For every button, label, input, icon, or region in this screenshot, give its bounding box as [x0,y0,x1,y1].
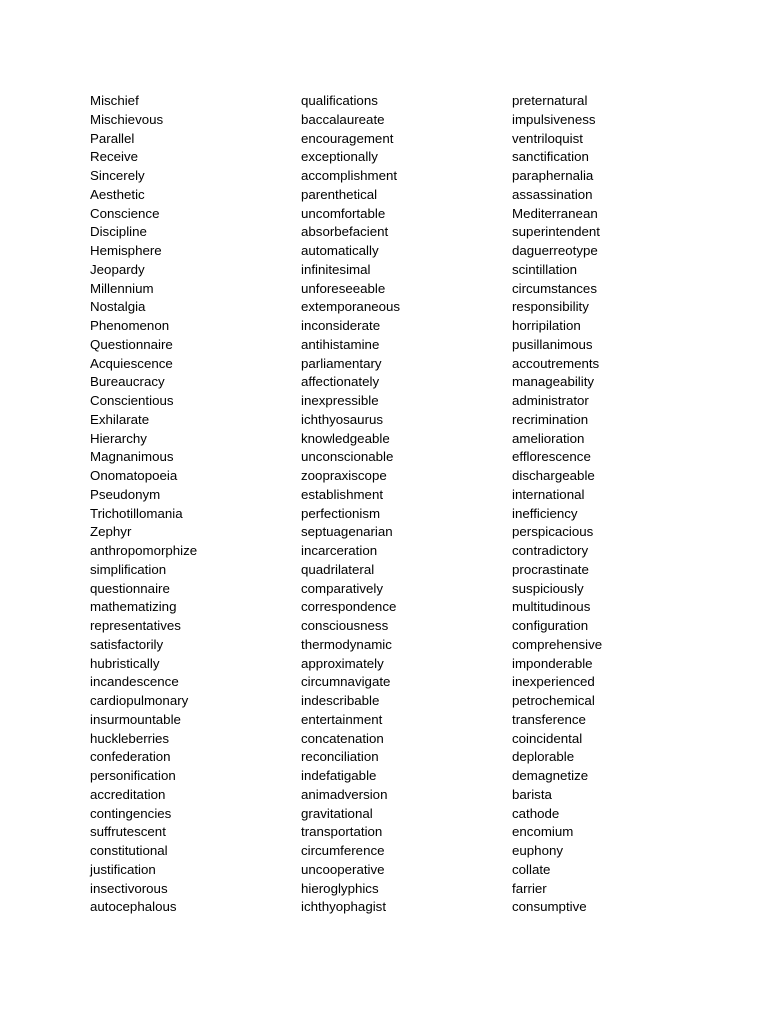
word-item: euphony [512,843,564,858]
word-item: qualifications [301,93,378,108]
word-item: insurmountable [90,711,181,727]
word-item: scintillation [512,261,578,277]
word-item: zoopraxiscope [301,468,387,483]
word-item: huckleberries [90,730,170,746]
word-item: contradictory [512,543,589,558]
word-item: parenthetical [301,186,378,202]
word-item: automatically [301,243,379,258]
word-item: circumference [301,843,385,858]
word-item: consciousness [301,618,389,633]
word-item: petrochemical [512,693,595,708]
word-item: manageability [512,374,595,390]
word-item: pusillanimous [512,336,593,352]
word-item: suffrutescent [90,824,166,840]
word-item: Mischief [90,93,139,108]
word-item: antihistamine [301,336,380,352]
word-item: Hemisphere [90,243,162,258]
word-item: contingencies [90,805,172,821]
word-item: superintendent [512,224,600,240]
word-item: amelioration [512,430,585,446]
word-item: ichthyosaurus [301,411,384,427]
word-item: reconciliation [301,749,379,765]
word-item: transference [512,711,586,727]
word-item: satisfactorily [90,636,164,652]
word-item: uncooperative [301,861,385,877]
word-item: simplification [90,561,167,577]
word-item: assassination [512,186,593,202]
word-item: unforeseeable [301,280,386,296]
word-item: Acquiescence [90,355,173,371]
word-item: Nostalgia [90,299,146,315]
word-item: administrator [512,393,589,408]
word-item: Questionnaire [90,336,173,352]
word-item: Jeopardy [90,261,145,277]
word-item: configuration [512,618,589,633]
word-item: animadversion [301,786,388,802]
word-item: confederation [90,749,171,765]
word-item: Trichotillomania [90,505,183,521]
word-item: representatives [90,618,181,633]
word-item: Magnanimous [90,449,174,465]
word-item: Bureaucracy [90,374,165,390]
word-item: affectionately [301,374,380,390]
word-item: thermodynamic [301,636,392,652]
word-item: indescribable [301,693,380,708]
word-item: preternatural [512,93,588,108]
word-item: constitutional [90,843,168,858]
word-item: inexpressible [301,393,379,408]
word-item: justification [90,861,156,877]
word-item: insectivorous [90,880,168,896]
word-item: accomplishment [301,168,398,183]
word-column-3 [512,92,602,917]
word-item: imponderable [512,655,593,671]
word-item: concatenation [301,730,384,746]
word-item: unconscionable [301,449,394,465]
word-item: efflorescence [512,449,591,465]
word-item: knowledgeable [301,430,390,446]
word-item: personification [90,768,176,783]
word-item: procrastinate [512,561,589,577]
word-column-1 [90,92,197,917]
word-item: cathode [512,805,560,821]
word-item: Parallel [90,130,135,146]
word-item: Phenomenon [90,318,170,333]
word-item: comparatively [301,580,384,596]
word-item: comprehensive [512,636,603,652]
word-item: coincidental [512,730,583,746]
word-item: impulsiveness [512,111,596,127]
word-item: multitudinous [512,599,591,615]
word-item: circumnavigate [301,674,391,690]
word-item: anthropomorphize [90,543,198,558]
word-item: deplorable [512,749,575,765]
word-item: hieroglyphics [301,880,379,896]
word-item: paraphernalia [512,168,594,183]
word-item: perspicacious [512,524,594,540]
word-item: daguerreotype [512,243,598,258]
word-item: exceptionally [301,149,378,165]
word-item: Receive [90,149,139,165]
word-item: inexperienced [512,674,595,690]
word-item: indefatigable [301,768,377,783]
word-item: suspiciously [512,580,584,596]
word-item: absorbefacient [301,224,389,240]
word-item: baccalaureate [301,111,385,127]
word-item: international [512,486,585,502]
word-item: ichthyophagist [301,899,387,915]
word-item: Millennium [90,280,154,296]
word-item: hubristically [90,655,160,671]
word-item: entertainment [301,711,383,727]
word-column-2 [301,92,400,917]
word-item: infinitesimal [301,261,371,277]
word-item: demagnetize [512,768,589,783]
word-item: sanctification [512,149,589,165]
word-item: establishment [301,486,384,502]
word-item: ventriloquist [512,130,583,146]
word-item: approximately [301,655,384,671]
word-item: perfectionism [301,505,381,521]
word-item: horripilation [512,318,581,333]
word-item: Hierarchy [90,430,147,446]
word-item: Conscience [90,205,160,221]
word-item: uncomfortable [301,205,386,221]
word-item: dischargeable [512,468,595,483]
word-item: recrimination [512,411,589,427]
word-item: Aesthetic [90,186,145,202]
word-item: encouragement [301,130,394,146]
word-item: accoutrements [512,355,600,371]
word-item: responsibility [512,299,589,315]
word-item: consumptive [512,899,587,915]
word-item: Onomatopoeia [90,468,178,483]
word-item: cardiopulmonary [90,693,189,708]
word-item: Exhilarate [90,411,150,427]
word-item: Discipline [90,224,147,240]
word-item: mathematizing [90,599,177,615]
word-item: parliamentary [301,355,382,371]
word-item: gravitational [301,805,373,821]
word-item: questionnaire [90,580,170,596]
word-item: autocephalous [90,899,177,915]
word-item: inconsiderate [301,318,381,333]
word-item: encomium [512,824,574,840]
word-item: extemporaneous [301,299,401,315]
word-item: transportation [301,824,383,840]
word-item: incandescence [90,674,179,690]
word-item: Mediterranean [512,205,598,221]
word-item: collate [512,861,551,877]
word-item: Conscientious [90,393,174,408]
word-item: Zephyr [90,524,132,540]
word-item: septuagenarian [301,524,393,540]
word-item: correspondence [301,599,397,615]
word-item: barista [512,786,552,802]
word-item: accreditation [90,786,166,802]
word-item: quadrilateral [301,561,375,577]
word-item: Mischievous [90,111,164,127]
word-item: farrier [512,880,547,896]
word-item: Pseudonym [90,486,161,502]
word-item: Sincerely [90,168,145,183]
word-item: incarceration [301,543,378,558]
word-item: inefficiency [512,505,578,521]
word-item: circumstances [512,280,597,296]
